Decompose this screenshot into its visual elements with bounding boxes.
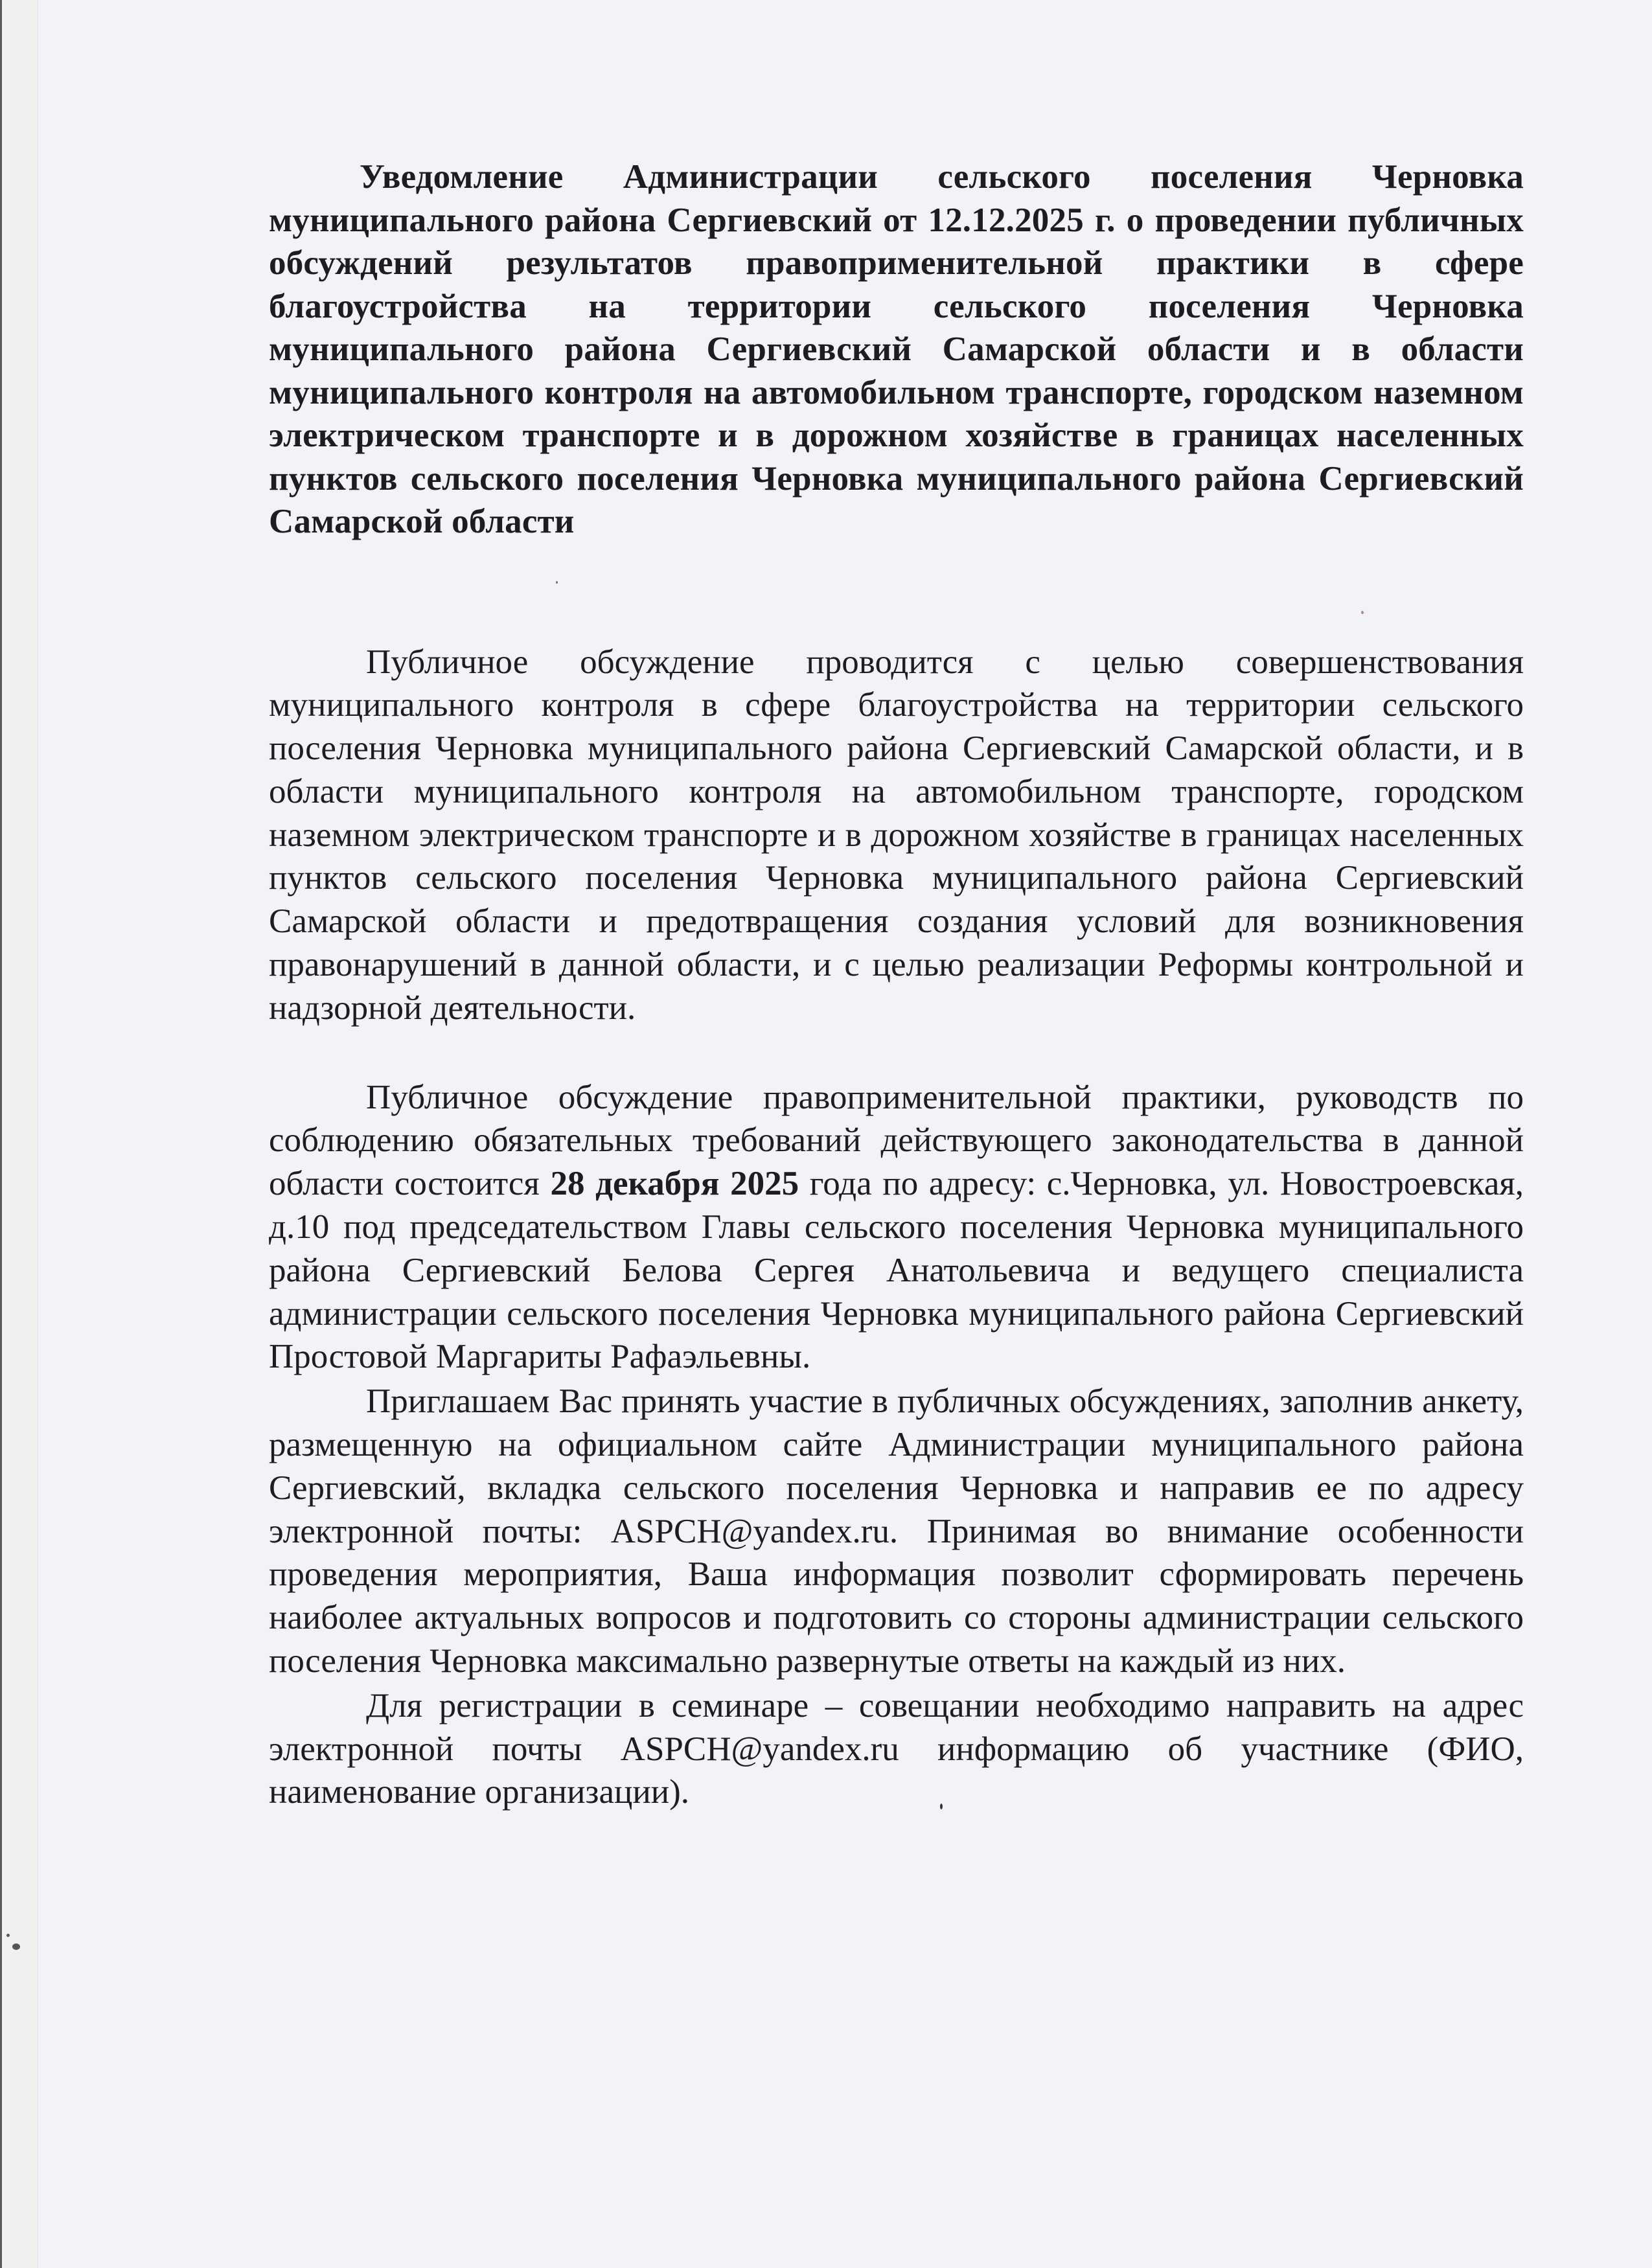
event-text-before-date: Публичное обсуждение правоприменительной практики, руководств по соблюдению обязательных требований действующего законодательства в данной области состоится [269,1078,1524,1203]
document-page [269,155,1524,1814]
scan-edge-line [0,0,2,2268]
scan-speck [556,581,558,584]
paragraph-registration: Для регистрации в семинаре – совещании необходимо направить на адрес электронной почты ASPCH@yandex.ru информацию об участнике (ФИО, наименование организации). [269,1686,1524,1811]
event-date: 28 декабря 2025 [550,1165,799,1203]
scan-speck [12,1943,20,1950]
paragraph-invitation: Приглашаем Вас принять участие в публичных обсуждениях, заполнив анкету, размещенную на официальном сайте Администрации муниципального района Сергиевский, вкладка сельского поселения Черновка и направив ее по адресу электронной почты: ASPCH@yandex.ru. Принимая во внимание особенности проведения мероприятия, Ваша информация позволит сформировать перечень наиболее актуальных вопросов и подготовить со стороны администрации сельского поселения Черновка максимально развернутые ответы на каждый из них. [269,1382,1524,1680]
scan-speck [1361,611,1364,614]
notice-title: Уведомление Администрации сельского поселения Черновка муниципального района Сергиевский от 12.12.2025 г. о проведении публичных обсуждений результатов правоприменительной практики в сфере благоустройства на территории сельского поселения Черновка муниципального района Сергиевский Самарской области и в области муниципального контроля на автомобильном транспорте, городском наземном электрическом транспорте и в дорожном хозяйстве в границах населенных пунктов сельского поселения Черновка муниципального района Сергиевский Самарской области [269,158,1524,540]
scan-edge-strip [0,0,38,2268]
scan-speck [6,1934,10,1937]
scan-speck [940,1804,943,1809]
event-text-after-date: года по адресу: с.Черновка, ул. Новостроевская, д.10 под председательством Главы сельского поселения Черновка муниципального района Сергиевский Белова Сергея Анатольевича и ведущего специалиста администрации сельского поселения Черновка муниципального района Сергиевский Простовой Маргариты Рафаэльевны. [269,1165,1524,1376]
paragraph-event [269,1076,1524,1379]
paragraph-purpose: Публичное обсуждение проводится с целью совершенствования муниципального контроля в сфере благоустройства на территории сельского поселения Черновка муниципального района Сергиевский Самарской области, и в области муниципального контроля на автомобильном транспорте, городском наземном электрическом транспорте и в дорожном хозяйстве в границах населенных пунктов сельского поселения Черновка муниципального района Сергиевский Самарской области и предотвращения создания условий для возникновения правонарушений в данной области, и с целью реализации Реформы контрольной и надзорной деятельности. [269,643,1524,1027]
